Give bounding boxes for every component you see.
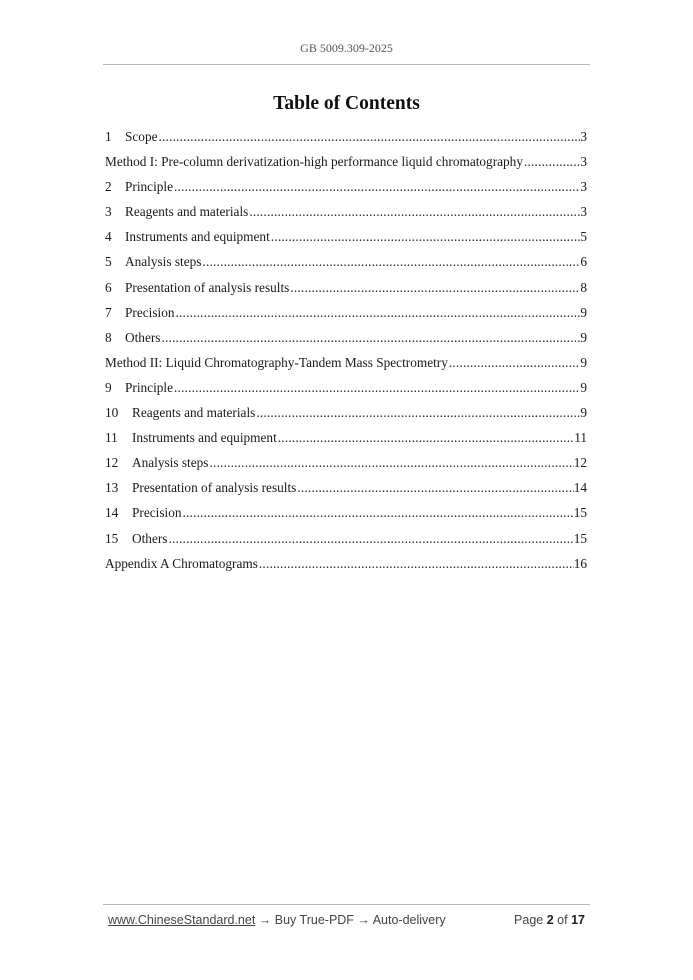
toc-dot-leader (523, 154, 580, 170)
page-of: of (557, 913, 568, 927)
toc-entry-page: 3 (580, 179, 587, 195)
toc-entry-title: Others (125, 329, 161, 345)
toc-entry[interactable] (105, 380, 587, 405)
toc-dot-leader (296, 480, 573, 496)
toc-entry-page: 3 (580, 204, 587, 220)
toc-entry-number: 15 (105, 530, 119, 546)
toc-entry-number: 9 (105, 379, 112, 395)
toc-entry-title: Method I: Pre-column derivatization-high performance liquid chromatography (105, 154, 523, 170)
site-link[interactable]: www.ChineseStandard.net (108, 913, 256, 927)
toc-dot-leader (160, 330, 580, 346)
toc-entry-title: Principle (125, 379, 174, 395)
header-divider (103, 64, 590, 65)
toc-entry-page: 9 (580, 329, 587, 345)
toc-entry-title: Reagents and materials (132, 405, 256, 421)
toc-entry-number: 2 (105, 179, 112, 195)
toc-entry-title: Presentation of analysis results (132, 480, 297, 496)
toc-dot-leader (277, 430, 574, 446)
toc-entry-number: 6 (105, 279, 112, 295)
toc-entry-page: 15 (573, 505, 587, 521)
toc-entry-page: 9 (580, 354, 587, 370)
page-total: 17 (571, 913, 585, 927)
toc-entry-page: 16 (573, 555, 587, 571)
toc-entry[interactable] (105, 455, 587, 480)
toc-entry-page: 5 (580, 229, 587, 245)
toc-entry-page: 14 (573, 480, 587, 496)
toc-entry-page: 9 (580, 304, 587, 320)
toc-entry[interactable] (105, 505, 587, 530)
toc-entry-title: Instruments and equipment (132, 430, 277, 446)
page-indicator (514, 913, 585, 927)
toc-dot-leader (158, 129, 581, 145)
toc-entry[interactable] (105, 229, 587, 254)
page-word: Page (514, 913, 544, 927)
table-of-contents (105, 129, 587, 581)
toc-entry-title: Reagents and materials (125, 204, 249, 220)
toc-entry-number: 13 (105, 480, 119, 496)
toc-dot-leader (173, 380, 580, 396)
footer-promo (108, 913, 446, 927)
toc-entry[interactable] (105, 556, 587, 581)
toc-dot-leader (175, 305, 581, 321)
toc-entry-page: 3 (580, 154, 587, 170)
toc-entry[interactable] (105, 480, 587, 505)
toc-dot-leader (208, 455, 573, 471)
toc-entry[interactable] (105, 179, 587, 204)
toc-entry[interactable] (105, 204, 587, 229)
toc-entry-number: 4 (105, 229, 112, 245)
toc-dot-leader (173, 179, 580, 195)
toc-dot-leader (255, 405, 580, 421)
toc-entry-page: 8 (580, 279, 587, 295)
toc-entry-number: 3 (105, 204, 112, 220)
toc-entry-page: 9 (580, 405, 587, 421)
toc-entry-number: 14 (105, 505, 119, 521)
toc-entry[interactable] (105, 305, 587, 330)
toc-entry[interactable] (105, 254, 587, 279)
toc-entry-title: Analysis steps (125, 254, 202, 270)
footer-divider (103, 904, 590, 905)
toc-dot-leader (270, 229, 581, 245)
toc-entry[interactable] (105, 355, 587, 380)
toc-entry-number: 10 (105, 405, 119, 421)
toc-entry-number: 11 (105, 430, 118, 446)
toc-entry-title: Instruments and equipment (125, 229, 270, 245)
toc-dot-leader (248, 204, 580, 220)
page-current: 2 (546, 913, 554, 927)
toc-dot-leader (258, 556, 574, 572)
toc-entry-page: 11 (574, 430, 587, 446)
page-footer (108, 913, 585, 931)
toc-entry-page: 9 (580, 379, 587, 395)
toc-entry-page: 12 (573, 455, 587, 471)
toc-dot-leader (182, 505, 574, 521)
toc-entry[interactable] (105, 531, 587, 556)
toc-entry-number: 7 (105, 304, 112, 320)
toc-entry[interactable] (105, 330, 587, 355)
toc-entry-number: 5 (105, 254, 112, 270)
toc-entry-title: Method II: Liquid Chromatography-Tandem Mass Spectrometry (105, 354, 448, 370)
toc-entry-title: Appendix A Chromatograms (105, 555, 258, 571)
toc-entry-number: 1 (105, 129, 112, 144)
toc-entry-title: Principle (125, 179, 174, 195)
page-title: Table of Contents (273, 93, 420, 114)
toc-entry-title: Precision (132, 505, 182, 521)
toc-entry-page: 3 (580, 129, 587, 144)
toc-entry[interactable] (105, 405, 587, 430)
running-header: GB 5009.309-2025 (300, 41, 393, 55)
toc-entry[interactable] (105, 154, 587, 179)
toc-entry[interactable] (105, 129, 587, 154)
toc-entry-title: Precision (125, 304, 175, 320)
toc-entry-title: Scope (125, 129, 158, 144)
toc-entry-number: 8 (105, 329, 112, 345)
toc-entry-number: 12 (105, 455, 119, 471)
toc-dot-leader (201, 254, 580, 270)
footer-promo-text: → Buy True-PDF → Auto-delivery (255, 913, 446, 927)
toc-dot-leader (448, 355, 580, 371)
toc-entry-title: Others (132, 530, 168, 546)
toc-entry-title: Analysis steps (132, 455, 209, 471)
toc-dot-leader (167, 531, 573, 547)
toc-entry-page: 6 (580, 254, 587, 270)
toc-entry[interactable] (105, 430, 587, 455)
toc-entry-title: Presentation of analysis results (125, 279, 290, 295)
toc-entry[interactable] (105, 280, 587, 305)
toc-dot-leader (289, 280, 580, 296)
toc-entry-page: 15 (573, 530, 587, 546)
